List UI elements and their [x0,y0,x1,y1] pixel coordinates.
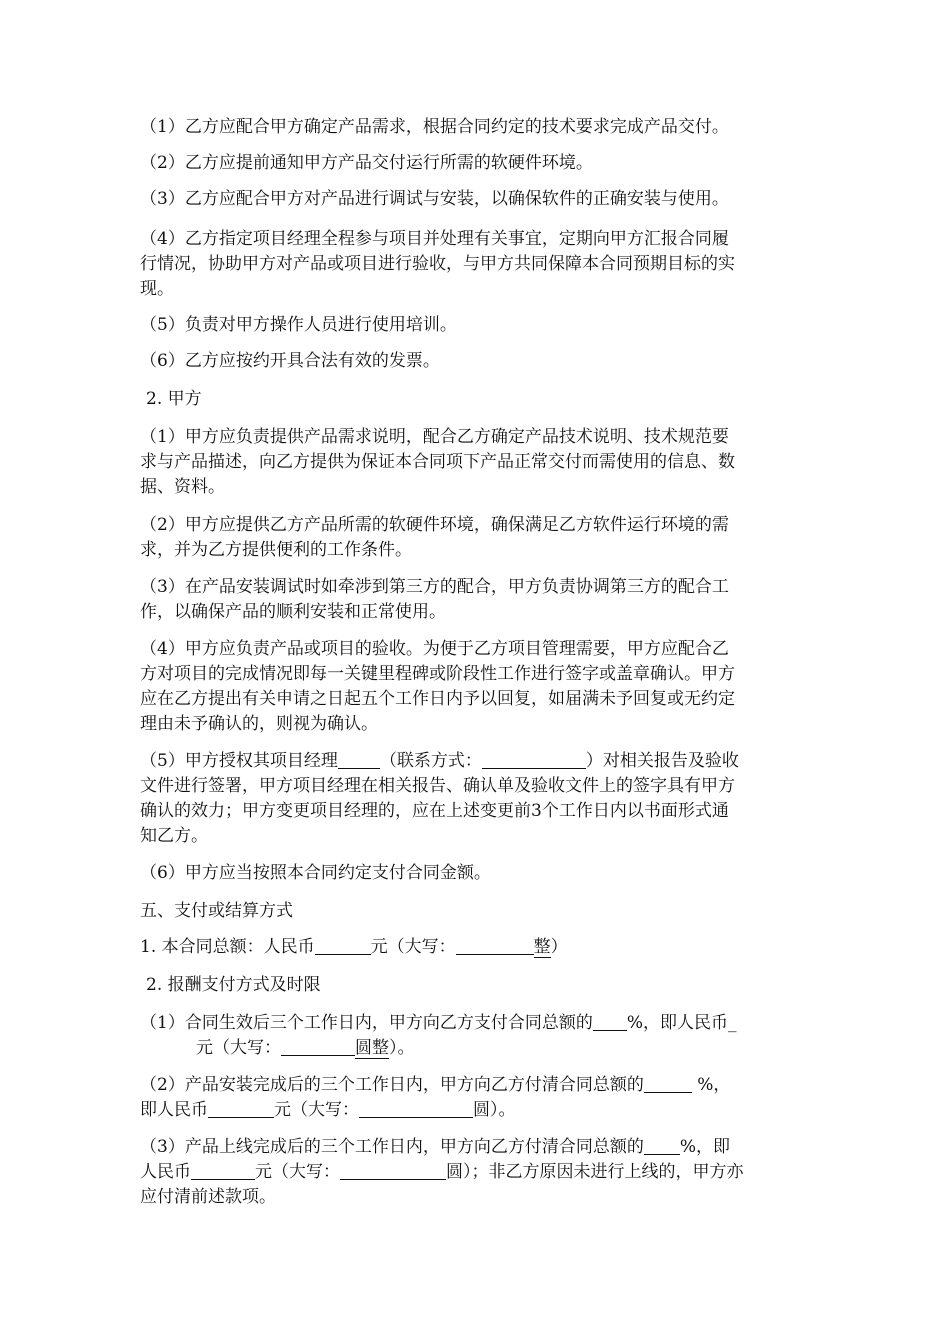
section-jia-heading: 2. 甲方 [146,389,202,409]
clause-jia-2: （2）甲方应提供乙方产品所需的软硬件环境，确保满足乙方软件运行环境的需 求，并为乙方提供便利的工作条件。 [140,515,729,560]
term2-percent-blank [644,1074,692,1093]
total-amount-blank [315,936,371,955]
term1-words-blank [281,1037,355,1056]
clause-jia-4: （4）甲方应负责产品或项目的验收。为便于乙方项目管理需要，甲方应配合乙 方对项目的完成情况即每一关键里程碑或阶段性工作进行签字或盖章确认。甲方 应在乙方提出有关申请之日起五个工作日内予以回复，如届满未予回复或无约定 理由未予确认的，则视为确认。 [140,639,735,734]
term2-words-blank [359,1099,473,1118]
contact-blank [482,750,586,769]
term1-percent-blank [593,1012,627,1031]
payment-term-1: （1）合同生效后三个工作日内，甲方向乙方支付合同总额的 %，即人民币_ 元（大写： 圆整）。 [140,1013,737,1058]
clause-jia-3: （3）在产品安装调试时如牵涉到第三方的配合，甲方负责协调第三方的配合工 作，以确保产品的顺利安装和正常使用。 [140,577,729,622]
section-payment-heading: 五、支付或结算方式 [140,901,293,921]
clause-jia-1: （1）甲方应负责提供产品需求说明，配合乙方确定产品技术说明、技术规范要 求与产品描述，向乙方提供为保证本合同项下产品正常交付而需使用的信息、数 据、资料。 [140,427,735,497]
clause-jia-6: （6）甲方应当按照本合同约定支付合同金额。 [140,863,491,883]
clause-yi-6: （6）乙方应按约开具合法有效的发票。 [140,351,440,371]
term3-amount-blank [191,1161,255,1180]
term2-amount-blank [208,1099,274,1118]
schedule-heading: 2. 报酬支付方式及时限 [146,975,321,995]
clause-yi-5: （5）负责对甲方操作人员进行使用培训。 [140,315,457,335]
clause-yi-3: （3）乙方应配合甲方对产品进行调试与安装，以确保软件的正确安装与使用。 [140,189,729,209]
payment-term-2: （2）产品安装完成后的三个工作日内，甲方向乙方付清合同总额的 %， 即人民币 元（大写： 圆）。 [140,1075,731,1120]
total-amount-words-blank [456,936,534,955]
clause-yi-1: （1）乙方应配合甲方确定产品需求，根据合同约定的技术要求完成产品交付。 [140,117,729,137]
term3-percent-blank [644,1136,680,1155]
manager-name-blank [338,750,380,769]
clause-jia-5: （5）甲方授权其项目经理 （联系方式： ）对相关报告及验收 文件进行签署，甲方项目经理在相关报告、确认单及验收文件上的签字具有甲方 确认的效力；甲方变更项目经理的，应在上述变更前3个工作日内以书面形式通 知乙方。 [140,751,739,846]
payment-term-3: （3）产品上线完成后的三个工作日内，甲方向乙方付清合同总额的 %，即 人民币 元（大写： 圆）；非乙方原因未进行上线的，甲方亦 应付清前述款项。 [140,1137,744,1207]
clause-yi-4: （4）乙方指定项目经理全程参与项目并处理有关事宜，定期向甲方汇报合同履 行情况，协助甲方对产品或项目进行验收，与甲方共同保障本合同预期目标的实 现。 [140,229,735,299]
term3-words-blank [340,1161,446,1180]
clause-yi-2: （2）乙方应提前通知甲方产品交付运行所需的软硬件环境。 [140,153,593,173]
total-amount-line: 1. 本合同总额：人民币 元（大写： 整） [140,937,568,957]
